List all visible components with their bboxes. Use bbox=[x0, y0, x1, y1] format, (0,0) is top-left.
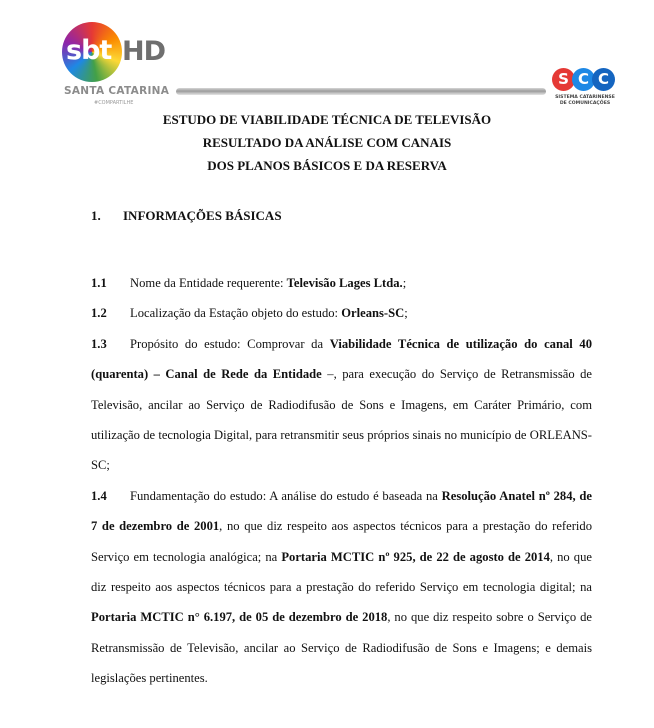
item-bold-text: Portaria MCTIC nº 925, de 22 de agosto de 2014 bbox=[281, 549, 550, 564]
section-number: 1. bbox=[91, 208, 101, 223]
scc-letter-c: C bbox=[572, 68, 595, 91]
sbt-region-text: SANTA CATARINA bbox=[64, 85, 170, 97]
item-1-4 bbox=[91, 481, 592, 694]
item-number: 1.3 bbox=[91, 336, 107, 351]
sbt-hd-logo bbox=[60, 22, 172, 108]
item-text: Nome da Entidade requerente: bbox=[130, 276, 287, 290]
section-heading bbox=[91, 208, 282, 224]
header-divider bbox=[176, 88, 546, 95]
document-title bbox=[0, 108, 654, 177]
item-text: Localização da Estação objeto do estudo: bbox=[130, 306, 342, 321]
scc-letter-c: C bbox=[592, 68, 615, 91]
item-punct: ; bbox=[404, 306, 408, 321]
sbt-logo-text: sbt bbox=[66, 35, 112, 66]
scc-subtitle bbox=[550, 95, 620, 106]
scc-subtitle-line: SISTEMA CATARINENSE bbox=[555, 95, 615, 100]
item-text: , no que diz respeito aos aspectos técnicos para a prestação do referido Serviço em tecnologia analógica; na bbox=[91, 519, 592, 564]
section-title: INFORMAÇÕES BÁSICAS bbox=[123, 208, 282, 223]
item-number: 1.1 bbox=[91, 276, 107, 290]
item-number: 1.2 bbox=[91, 306, 107, 321]
sbt-tagline: #COMPARTILHE bbox=[94, 100, 134, 106]
item-1-2 bbox=[91, 298, 592, 328]
title-line-1: ESTUDO DE VIABILIDADE TÉCNICA DE TELEVISÃO bbox=[162, 112, 492, 127]
item-text: Propósito do estudo: Comprovar da bbox=[130, 336, 330, 351]
scc-subtitle-line: DE COMUNICAÇÕES bbox=[559, 100, 611, 106]
title-line-2: RESULTADO DA ANÁLISE COM CANAIS bbox=[202, 135, 452, 150]
item-number: 1.4 bbox=[91, 488, 107, 503]
sbt-hd-text: HD bbox=[122, 36, 166, 67]
title-line-3: DOS PLANOS BÁSICOS E DA RESERVA bbox=[207, 158, 447, 173]
entity-name: Televisão Lages Ltda. bbox=[286, 276, 403, 290]
scc-letter-s: S bbox=[552, 68, 575, 91]
item-1-3 bbox=[91, 329, 592, 481]
item-bold-text: Viabilidade Técnica de utilização do canal 40 (quarenta) – Canal de Rede da Entidade bbox=[91, 336, 593, 382]
item-text: –, para execução do Serviço de Retransmissão de Televisão, ancilar ao Serviço de Radiodifusão de Sons e Imagens, em Caráter Primário, com utilização de tecnologia Digital, para retransmitir seus próprios sinais no município de ORLEANS-SC; bbox=[91, 367, 592, 473]
item-bold-text: Resolução Anatel nº 284, de 7 de dezembro de 2001 bbox=[91, 488, 592, 534]
station-location: Orleans-SC bbox=[341, 306, 405, 321]
item-1-1 bbox=[91, 268, 592, 298]
item-punct: ; bbox=[402, 276, 407, 290]
item-text: , no que diz respeito sobre o Serviço de Retransmissão de Televisão, ancilar ao Serviço de Radiodifusão de Sons e Imagens; e demais legislações pertinentes. bbox=[91, 610, 593, 686]
item-bold-text: Portaria MCTIC n° 6.197, de 05 de dezembro de 2018 bbox=[91, 610, 388, 625]
item-text: , no que diz respeito aos aspectos técnicos para a prestação do referido Serviço em tecnologia digital; na bbox=[91, 549, 592, 595]
document-body bbox=[91, 268, 592, 694]
item-text: Fundamentação do estudo: A análise do estudo é baseada na bbox=[130, 488, 442, 503]
